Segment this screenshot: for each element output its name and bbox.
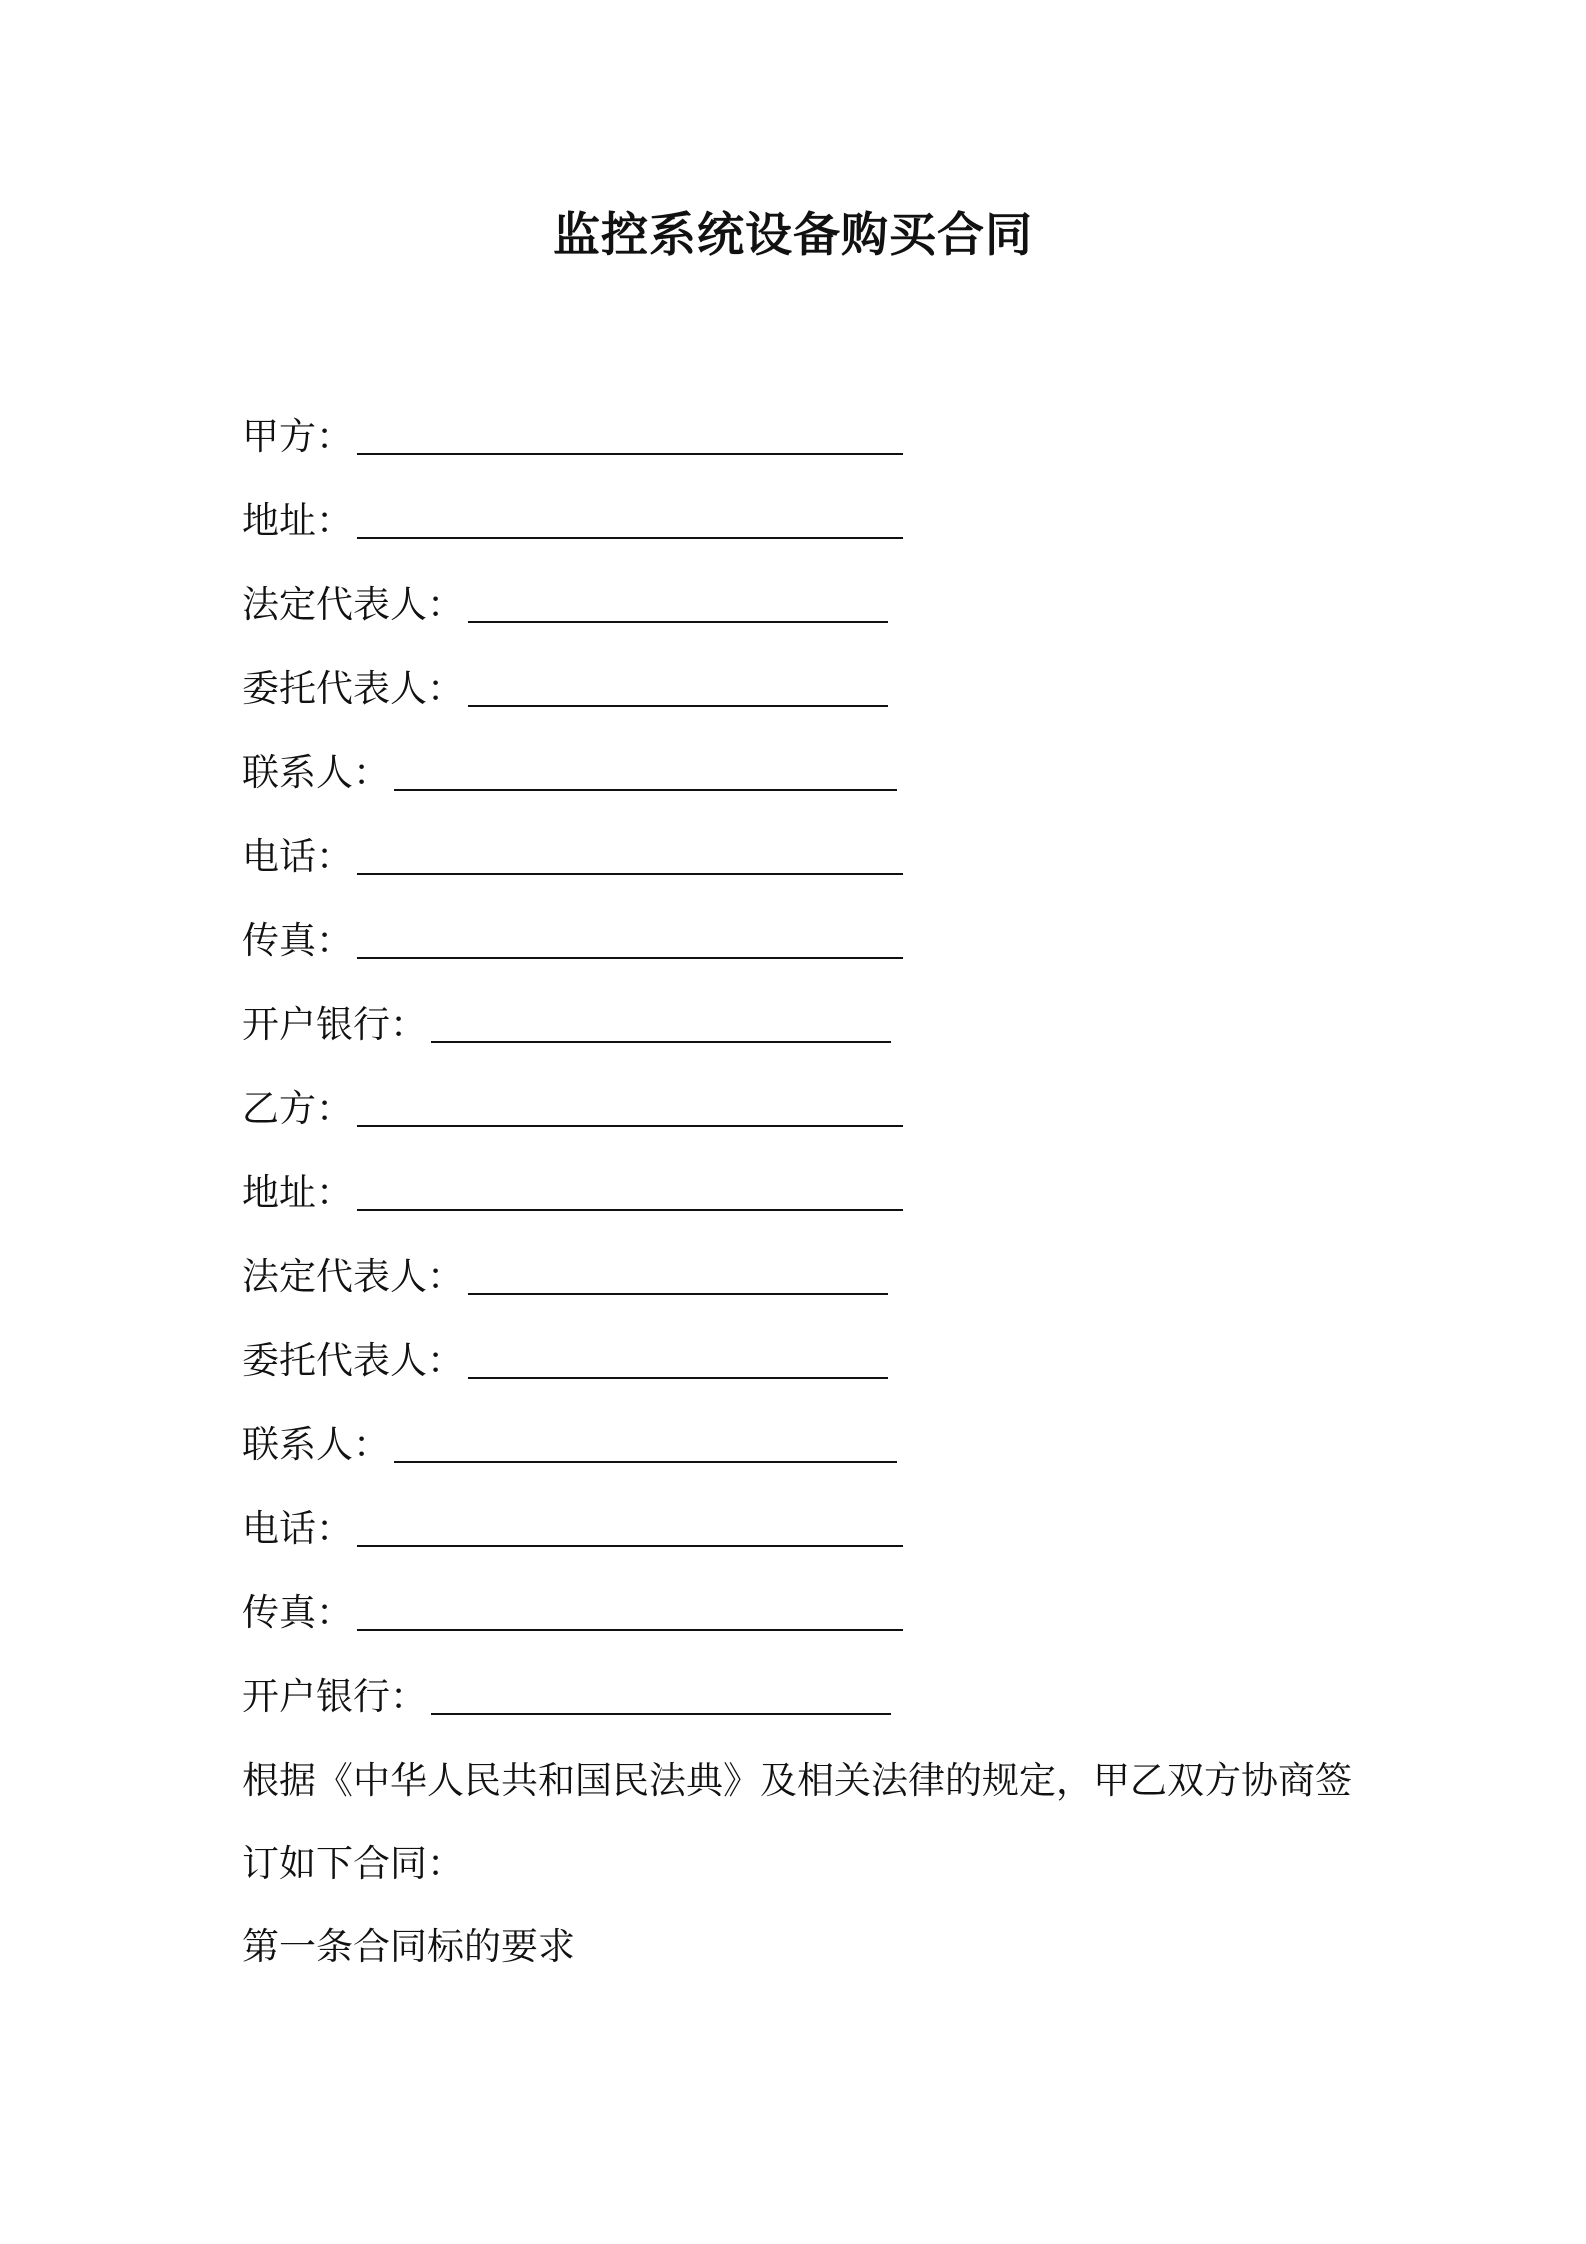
field-label: 委托代表人：	[242, 1339, 464, 1382]
party-fields	[242, 413, 1392, 1757]
field-label: 法定代表人：	[242, 1255, 464, 1298]
field-label: 委托代表人：	[242, 667, 464, 710]
field-label: 开户银行：	[242, 1675, 427, 1718]
blank-line[interactable]	[357, 1169, 903, 1211]
blank-line[interactable]	[468, 1337, 888, 1379]
blank-line[interactable]	[394, 749, 897, 791]
blank-line[interactable]	[431, 1673, 891, 1715]
field-label: 开户银行：	[242, 1003, 427, 1046]
blank-line[interactable]	[468, 1253, 888, 1295]
blank-line[interactable]	[357, 917, 903, 959]
blank-line[interactable]	[431, 1001, 891, 1043]
field-label: 联系人：	[242, 1423, 390, 1466]
party-b-address-field	[242, 1169, 1392, 1253]
party-b-bank-field	[242, 1673, 1392, 1757]
party-b-name-field	[242, 1085, 1392, 1169]
party-a-authorized-rep-field	[242, 665, 1392, 749]
field-label: 联系人：	[242, 751, 390, 794]
field-label: 乙方：	[242, 1087, 353, 1130]
blank-line[interactable]	[394, 1421, 897, 1463]
blank-line[interactable]	[357, 1085, 903, 1127]
blank-line[interactable]	[357, 833, 903, 875]
party-a-legal-rep-field	[242, 581, 1392, 665]
blank-line[interactable]	[357, 1589, 903, 1631]
field-label: 地址：	[242, 1171, 353, 1214]
party-a-address-field	[242, 497, 1392, 581]
party-a-name-field	[242, 413, 1392, 497]
party-b-contact-field	[242, 1421, 1392, 1505]
field-label: 传真：	[242, 919, 353, 962]
intro-paragraph-line-1: 根据《中华人民共和国民法典》及相关法律的规定，甲乙双方协商签	[242, 1759, 1352, 1802]
party-a-fax-field	[242, 917, 1392, 1001]
blank-line[interactable]	[468, 581, 888, 623]
party-b-phone-field	[242, 1505, 1392, 1589]
field-label: 传真：	[242, 1591, 353, 1634]
party-b-authorized-rep-field	[242, 1337, 1392, 1421]
field-label: 电话：	[242, 1507, 353, 1550]
field-label: 法定代表人：	[242, 583, 464, 626]
document-title: 监控系统设备购买合同	[553, 208, 1033, 263]
party-a-bank-field	[242, 1001, 1392, 1085]
party-a-contact-field	[242, 749, 1392, 833]
party-b-legal-rep-field	[242, 1253, 1392, 1337]
field-label: 甲方：	[242, 415, 353, 458]
field-label: 电话：	[242, 835, 353, 878]
blank-line[interactable]	[357, 1505, 903, 1547]
party-a-phone-field	[242, 833, 1392, 917]
intro-paragraph-line-2: 订如下合同：	[242, 1842, 464, 1885]
party-b-fax-field	[242, 1589, 1392, 1673]
blank-line[interactable]	[357, 497, 903, 539]
article-1-heading: 第一条合同标的要求	[242, 1925, 575, 1968]
blank-line[interactable]	[468, 665, 888, 707]
blank-line[interactable]	[357, 413, 903, 455]
field-label: 地址：	[242, 499, 353, 542]
